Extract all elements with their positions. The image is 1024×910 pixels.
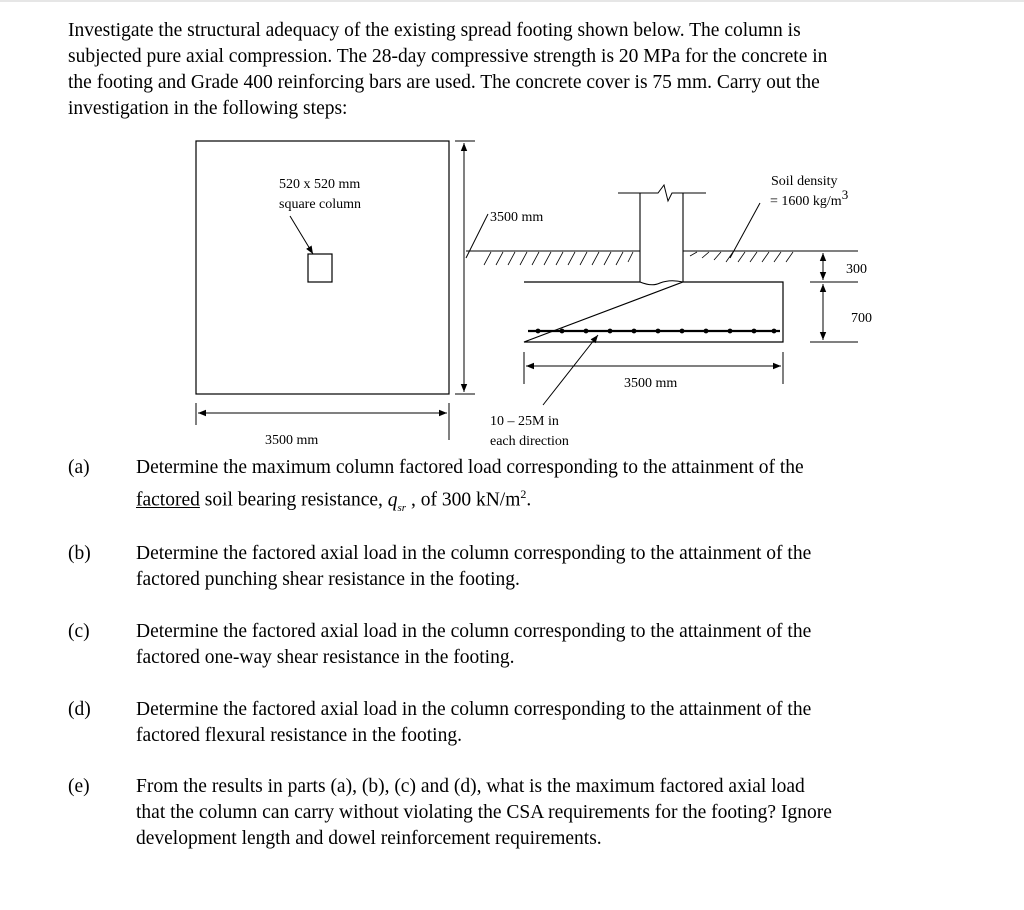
part-c-line-1: Determine the factored axial load in the column corresponding to the attainment of the: [136, 621, 812, 642]
column-plan-square: [308, 254, 332, 282]
part-a-line-1: Determine the maximum column factored load corresponding to the attainment of the: [136, 457, 804, 478]
plan-view: [196, 141, 543, 448]
part-a-underlined-word: factored: [136, 489, 200, 511]
column-leader-arrow: [290, 216, 313, 254]
column-break-line: [618, 185, 706, 201]
intro-line-1: Investigate the structural adequacy of the existing spread footing shown below. The column is: [68, 20, 801, 41]
part-d-line-1: Determine the factored axial load in the column corresponding to the attainment of the: [136, 699, 812, 720]
part-b-line-2: factored punching shear resistance in the footing.: [136, 569, 520, 590]
part-a-period: .: [526, 489, 532, 511]
bars-label-line-2: each direction: [490, 434, 569, 449]
intro-line-4: investigation in the following steps:: [68, 98, 348, 119]
part-c-letter: (c): [68, 621, 90, 642]
soil-label-superscript: 3: [841, 187, 849, 202]
column-label-line-2: square column: [279, 197, 362, 212]
svg-text:= 1600 kg/m3: [770, 187, 848, 209]
part-e-line-3: development length and dowel reinforcement requirements.: [136, 828, 602, 849]
part-d-letter: (d): [68, 699, 91, 720]
part-c-line-2: factored one-way shear resistance in the footing.: [136, 647, 515, 668]
part-b-line-1: Determine the factored axial load in the column corresponding to the attainment of the: [136, 543, 812, 564]
part-e-line-1: From the results in parts (a), (b), (c) and (d), what is the maximum factored axial load: [136, 776, 805, 797]
soil-leader-line: [730, 203, 760, 258]
bars-label-line-1: 10 – 25M in: [490, 414, 559, 429]
intro-line-3: the footing and Grade 400 reinforcing bars are used. The concrete cover is 75 mm. Carry out the: [68, 72, 820, 93]
section-width-label: 3500 mm: [624, 376, 678, 391]
part-a-line-2: [136, 481, 948, 520]
part-b-letter: (b): [68, 543, 91, 564]
part-e-line-2: that the column can carry without violating the CSA requirements for the footing? Ignore: [136, 802, 832, 823]
plan-height-label: 3500 mm: [490, 210, 544, 225]
part-a-text-segment-2: , of 300 kN/m: [406, 489, 521, 511]
soil-label-line-1: Soil density: [771, 174, 838, 189]
part-a-text-segment: soil bearing resistance,: [199, 489, 388, 511]
soil-hatching: [484, 252, 793, 265]
depth-700-label: 700: [851, 311, 872, 326]
column-label-line-1: 520 x 520 mm: [279, 177, 361, 192]
intro-line-2: subjected pure axial compression. The 28-day compressive strength is 20 MPa for the concrete in: [68, 46, 828, 67]
bars-leader-arrow: [543, 335, 598, 405]
qsr-symbol: [387, 489, 407, 514]
q-letter: q: [387, 489, 398, 511]
q-subscript: sr: [397, 501, 407, 514]
depth-300-label: 300: [846, 262, 867, 277]
part-a-letter: (a): [68, 457, 90, 478]
part-a-superscript: 2: [520, 487, 527, 501]
part-d-line-2: factored flexural resistance in the footing.: [136, 725, 462, 746]
plan-width-label: 3500 mm: [265, 433, 319, 448]
soil-label-line-2: = 1600 kg/m: [770, 194, 842, 209]
part-e-letter: (e): [68, 776, 90, 797]
